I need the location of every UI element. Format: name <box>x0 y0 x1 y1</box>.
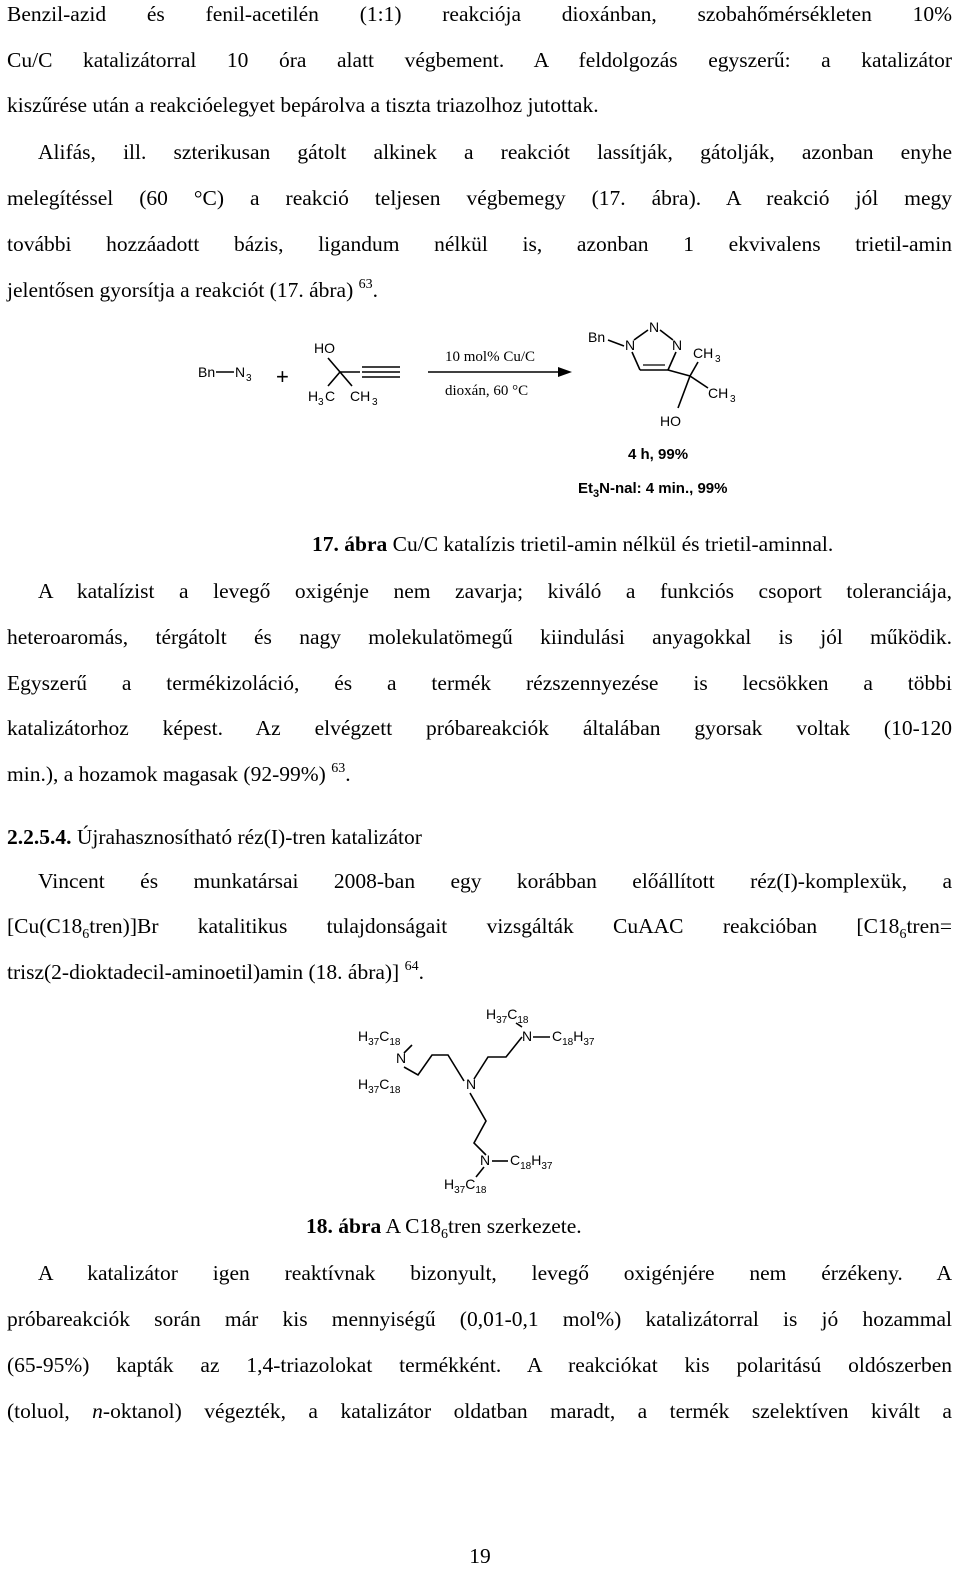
product-methyl-1-subscript: 3 <box>715 354 721 365</box>
figure-18-caption-text: A C18 <box>381 1214 441 1238</box>
section-heading <box>7 824 952 850</box>
methyl-left-h: H <box>308 388 319 404</box>
subscript: 6 <box>899 927 907 942</box>
figure-17-reaction-scheme <box>0 310 960 510</box>
period: . <box>418 960 424 984</box>
reference-63: 63 <box>358 277 373 292</box>
product-hydroxy: HO <box>660 413 681 429</box>
yield-without-base: 4 h, 99% <box>628 446 689 463</box>
amine-n-central: N <box>466 1076 477 1092</box>
alkyl-chain-label: $C_{18}H_{37}$ <box>510 1152 553 1172</box>
paragraph-3-line-2: heteroaromás, térgátolt és nagy molekulatömegű kiindulási anyagokkal is jól működik. <box>7 625 952 649</box>
paragraph-4-text-end: tren= <box>906 914 952 938</box>
figure-18-tren-structure <box>0 995 960 1205</box>
paragraph-1-line-2: Cu/C katalizátorral 10 óra alatt végbement. A feldolgozás egyszerű: a katalizátor <box>7 48 952 72</box>
paragraph-5-text-end: -oktanol) végezték, a katalizátor oldatban maradt, a termék szelektíven kivált a <box>102 1399 952 1423</box>
paragraph-5-line-4 <box>7 1398 952 1424</box>
methyl-right-label: CH <box>350 388 371 404</box>
paragraph-2-text: jelentősen gyorsítja a reakciót (17. ábra) <box>7 278 354 302</box>
ring-n1: N <box>625 337 636 353</box>
alkyne-reactant <box>308 340 400 408</box>
paragraph-5-line-1: A katalizátor igen reaktívnak bizonyult, levegő oxigénjére nem érzékeny. A <box>38 1261 952 1285</box>
figure-18-caption-text-end: tren szerkezete. <box>448 1214 582 1238</box>
paragraph-5-line-3: (65-95%) kapták az 1,4-triazolokat termékként. A reakciókat kis polaritású oldószerben <box>7 1353 952 1377</box>
benzyl-azide <box>198 364 252 384</box>
paragraph-2-line-4 <box>7 277 952 307</box>
amine-n-bottom: N <box>480 1152 491 1168</box>
azide-n-label: N <box>235 364 246 380</box>
amine-n-top-right: N <box>522 1028 533 1044</box>
tren-labels <box>358 1006 595 1196</box>
methyl-left-subscript: 3 <box>318 397 324 408</box>
period: . <box>345 762 351 786</box>
product-bn-label: Bn <box>588 329 606 345</box>
figure-17-caption-text: Cu/C katalízis trietil-amin nélkül és trietil-aminnal. <box>387 532 834 556</box>
paragraph-5-text: (toluol, <box>7 1399 93 1423</box>
condition-catalyst: 10 mol% Cu/C <box>445 349 536 365</box>
product-methyl-1: CH <box>693 345 714 361</box>
ring-n3: N <box>672 337 683 353</box>
figure-18-label: 18. ábra <box>306 1214 382 1238</box>
paragraph-3-line-5 <box>7 761 952 791</box>
azide-bn-label: Bn <box>198 364 216 380</box>
figure-17-label: 17. ábra <box>312 532 388 556</box>
paragraph-4-line-1: Vincent és munkatársai 2008-ban egy korábban előállított réz(I)-komplexük, a <box>38 869 952 893</box>
subscript: 6 <box>82 927 90 942</box>
paragraph-4-text: tren)]Br katalitikus tulajdonságait vizsgálták CuAAC reakcióban [C18 <box>89 914 900 938</box>
alkyl-chain-label: $H_{37}C_{18}$ <box>444 1176 487 1196</box>
alkyl-chain-label: $C_{18}H_{37}$ <box>552 1028 595 1048</box>
triazole-product <box>588 319 736 429</box>
ring-n2: N <box>649 319 660 335</box>
page-number: 19 <box>469 1544 491 1568</box>
reference-63: 63 <box>331 761 346 776</box>
paragraph-3-line-3: Egyszerű a termékizoláció, és a termék rézszennyezése is lecsökken a többi <box>7 671 952 695</box>
methyl-right-subscript: 3 <box>372 397 378 408</box>
methyl-left-c: C <box>325 388 336 404</box>
plus-sign: + <box>276 364 289 389</box>
paragraph-3-line-1: A katalízist a levegő oxigénje nem zavarja; kiváló a funkciós csoport toleranciája, <box>38 579 952 603</box>
azide-subscript: 3 <box>246 373 252 384</box>
reference-64: 64 <box>404 959 419 974</box>
paragraph-3-text: min.), a hozamok magasak (92-99%) <box>7 762 326 786</box>
amine-n-left: N <box>396 1050 407 1066</box>
alkyl-chain-label: $H_{37}C_{18}$ <box>358 1076 401 1096</box>
italic-n: n <box>92 1399 103 1423</box>
paragraph-1-line-1: Benzil-azid és fenil-acetilén (1:1) reakciója dioxánban, szobahőmérsékleten 10% <box>7 2 952 26</box>
paragraph-2-line-2: melegítéssel (60 °C) a reakció teljesen végbemegy (17. ábra). A reakció jól megy <box>7 186 952 210</box>
alkyl-chain-label: $H_{37}C_{18}$ <box>486 1006 529 1026</box>
paragraph-2-line-3: további hozzáadott bázis, ligandum nélkül is, azonban 1 ekvivalens trietil-amin <box>7 232 952 256</box>
paragraph-4-line-2 <box>7 913 952 943</box>
hydroxy-label: HO <box>314 340 335 356</box>
section-number: 2.2.5.4. <box>7 825 72 849</box>
paragraph-2-line-1: Alifás, ill. szterikusan gátolt alkinek a reakciót lassítják, gátolják, azonban enyhe <box>38 140 952 164</box>
subscript: 6 <box>441 1227 448 1242</box>
product-methyl-2-subscript: 3 <box>730 394 736 405</box>
paragraph-4-text: trisz(2-dioktadecil-aminoetil)amin (18. ábra)] <box>7 960 400 984</box>
condition-solvent: dioxán, 60 °C <box>445 383 529 399</box>
yield-with-triethylamine: $Et_3N$-nal: 4 min., 99% <box>578 480 728 500</box>
paragraph-3-line-4: katalizátorhoz képest. Az elvégzett próbareakciók általában gyorsak voltak (10-120 <box>7 716 952 740</box>
figure-18-caption <box>306 1214 582 1242</box>
period: . <box>372 278 378 302</box>
alkyl-chain-label: $H_{37}C_{18}$ <box>358 1028 401 1048</box>
complex-formula: [Cu(C18 <box>7 914 83 938</box>
tren-bonds <box>404 1023 550 1177</box>
paragraph-1-line-3: kiszűrése után a reakcióelegyet bepárolva a tiszta triazolhoz jutottak. <box>7 93 599 117</box>
paragraph-5-line-2: próbareakciók során már kis mennyiségű (0,01-0,1 mol%) katalizátorral is jó hozammal <box>7 1307 952 1331</box>
paragraph-4-line-3 <box>7 959 952 989</box>
reaction-arrow <box>428 349 572 399</box>
figure-17-caption <box>312 532 833 557</box>
product-methyl-2: CH <box>708 385 729 401</box>
section-title: Újrahasznosítható réz(I)-tren katalizátor <box>71 825 422 849</box>
